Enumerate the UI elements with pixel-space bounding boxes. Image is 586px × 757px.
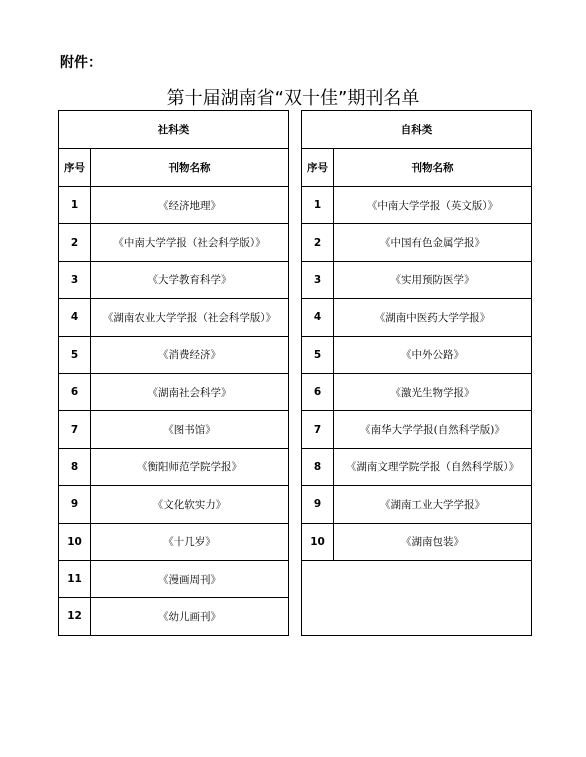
journal-name: 《湖南工业大学学报》 — [334, 486, 532, 523]
table-row — [302, 224, 532, 261]
social-science-table — [58, 110, 289, 636]
row-number: 1 — [59, 187, 91, 224]
journal-name: 《湖南文理学院学报（自然科学版）》 — [334, 448, 532, 485]
journal-name: 《幼儿画刊》 — [91, 598, 289, 635]
category-header: 自科类 — [302, 111, 532, 149]
empty-cell — [302, 560, 532, 635]
journal-name: 《消费经济》 — [91, 336, 289, 373]
table-row — [302, 299, 532, 336]
column-header-row — [302, 149, 532, 187]
empty-row — [302, 560, 532, 635]
row-number: 5 — [59, 336, 91, 373]
row-number: 3 — [302, 261, 334, 298]
row-number: 8 — [302, 448, 334, 485]
journal-name: 《大学教育科学》 — [91, 261, 289, 298]
row-number: 8 — [59, 448, 91, 485]
column-header-name: 刊物名称 — [334, 149, 532, 187]
row-number: 9 — [59, 486, 91, 523]
table-row — [59, 560, 289, 597]
table-row — [59, 411, 289, 448]
row-number: 4 — [59, 299, 91, 336]
journal-name: 《湖南中医药大学学报》 — [334, 299, 532, 336]
journal-name: 《中外公路》 — [334, 336, 532, 373]
row-number: 10 — [59, 523, 91, 560]
table-row — [302, 373, 532, 410]
table-row — [59, 261, 289, 298]
row-number: 12 — [59, 598, 91, 635]
column-header-no: 序号 — [59, 149, 91, 187]
table-row — [302, 411, 532, 448]
table-row — [302, 448, 532, 485]
table-row — [59, 523, 289, 560]
journal-name: 《文化软实力》 — [91, 486, 289, 523]
table-row — [59, 373, 289, 410]
journal-name: 《中南大学学报（英文版）》 — [334, 187, 532, 224]
table-row — [302, 187, 532, 224]
row-number: 2 — [302, 224, 334, 261]
table-row — [302, 486, 532, 523]
table-row — [59, 187, 289, 224]
category-row — [302, 111, 532, 149]
table-row — [59, 448, 289, 485]
table-row — [302, 261, 532, 298]
journal-name: 《十几岁》 — [91, 523, 289, 560]
row-number: 4 — [302, 299, 334, 336]
table-row — [59, 336, 289, 373]
category-row — [59, 111, 289, 149]
row-number: 5 — [302, 336, 334, 373]
journal-name: 《湖南社会科学》 — [91, 373, 289, 410]
journal-name: 《漫画周刊》 — [91, 560, 289, 597]
column-header-name: 刊物名称 — [91, 149, 289, 187]
row-number: 1 — [302, 187, 334, 224]
journal-name: 《湖南包装》 — [334, 523, 532, 560]
journal-name: 《南华大学学报(自然科学版)》 — [334, 411, 532, 448]
row-number: 3 — [59, 261, 91, 298]
column-header-no: 序号 — [302, 149, 334, 187]
row-number: 9 — [302, 486, 334, 523]
table-row — [59, 224, 289, 261]
journal-name: 《衡阳师范学院学报》 — [91, 448, 289, 485]
journal-name: 《湖南农业大学学报（社会科学版）》 — [91, 299, 289, 336]
category-header: 社科类 — [59, 111, 289, 149]
journal-name: 《经济地理》 — [91, 187, 289, 224]
journal-name: 《图书馆》 — [91, 411, 289, 448]
page-title: 第十届湖南省“双十佳”期刊名单 — [166, 88, 420, 109]
journal-name: 《实用预防医学》 — [334, 261, 532, 298]
table-row — [302, 336, 532, 373]
row-number: 7 — [302, 411, 334, 448]
table-row — [59, 598, 289, 635]
column-header-row — [59, 149, 289, 187]
journal-name: 《中国有色金属学报》 — [334, 224, 532, 261]
table-row — [59, 486, 289, 523]
row-number: 11 — [59, 560, 91, 597]
row-number: 6 — [302, 373, 334, 410]
journal-name: 《激光生物学报》 — [334, 373, 532, 410]
natural-science-table — [301, 110, 532, 636]
table-row — [59, 299, 289, 336]
row-number: 10 — [302, 523, 334, 560]
table-row — [302, 523, 532, 560]
row-number: 6 — [59, 373, 91, 410]
journal-name: 《中南大学学报（社会科学版）》 — [91, 224, 289, 261]
attachment-label: 附件： — [60, 55, 102, 71]
row-number: 2 — [59, 224, 91, 261]
row-number: 7 — [59, 411, 91, 448]
